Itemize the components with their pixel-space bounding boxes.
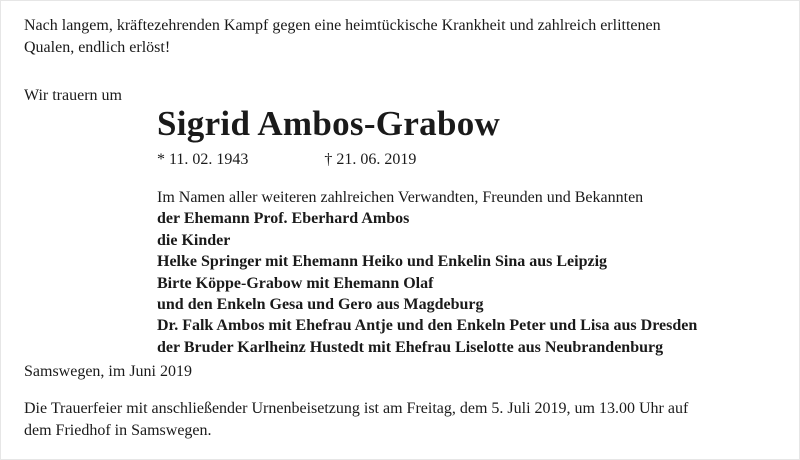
mourner-line: der Ehemann Prof. Eberhard Ambos bbox=[157, 210, 410, 228]
mourners-intro: Im Namen aller weiteren zahlreichen Verwandten, Freunden und Bekannten bbox=[157, 189, 644, 206]
intro-paragraph bbox=[24, 15, 784, 59]
place-and-date: Samswegen, im Juni 2019 bbox=[24, 363, 192, 380]
funeral-line-2: dem Friedhof in Samswegen. bbox=[24, 422, 212, 439]
mourner-line: Helke Springer mit Ehemann Heiko und Enkelin Sina aus Leipzig bbox=[157, 253, 608, 271]
mourner-line: der Bruder Karlheinz Hustedt mit Ehefrau Liselotte aus Neubrandenburg bbox=[157, 338, 664, 356]
birth-date: * 11. 02. 1943 bbox=[157, 151, 249, 168]
mourn-text: Wir trauern um bbox=[24, 87, 122, 104]
intro-line-2: Qualen, endlich erlöst! bbox=[24, 39, 171, 56]
death-date: † 21. 06. 2019 bbox=[324, 151, 417, 168]
mourner-line: Birte Köppe-Grabow mit Ehemann Olaf bbox=[157, 274, 434, 292]
funeral-line-1: Die Trauerfeier mit anschließender Urnenbeisetzung ist am Freitag, dem 5. Juli 2019, um 13.00 Uhr auf bbox=[24, 400, 689, 417]
mourners-list bbox=[157, 187, 697, 358]
intro-line-1: Nach langem, kräftezehrenden Kampf gegen eine heimtückische Krankheit und zahlreich erlittenen bbox=[24, 17, 661, 34]
mourner-line: Dr. Falk Ambos mit Ehefrau Antje und den Enkeln Peter und Lisa aus Dresden bbox=[157, 317, 698, 335]
deceased-name: Sigrid Ambos-Grabow bbox=[157, 104, 501, 143]
mourner-line: und den Enkeln Gesa und Gero aus Magdeburg bbox=[157, 296, 484, 314]
mourner-line: die Kinder bbox=[157, 231, 231, 249]
life-dates bbox=[157, 149, 416, 171]
funeral-paragraph bbox=[24, 398, 784, 442]
